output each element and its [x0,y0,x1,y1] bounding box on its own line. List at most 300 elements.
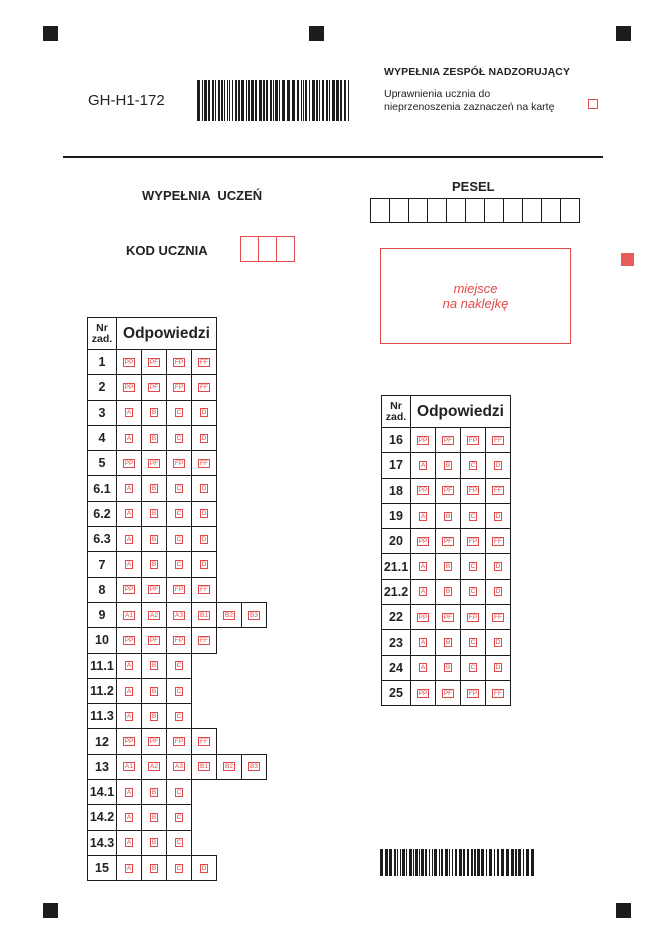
answer-cell [116,577,142,603]
answer-option-ff[interactable]: FF [200,586,208,594]
answer-option-fp[interactable]: FP [468,537,478,545]
barcode-bar [441,849,443,876]
answer-option-fp[interactable]: FP [174,586,184,594]
answer-option-pp[interactable]: PP [418,537,428,545]
answer-option-d[interactable]: D [495,563,501,571]
answer-option-ff[interactable]: FF [200,383,208,391]
pesel-digit-box[interactable] [522,198,542,223]
answer-cell [485,553,511,579]
answer-option-b[interactable]: B [151,535,157,543]
answer-option-d[interactable]: D [201,510,207,518]
question-number: 6.1 [87,475,117,501]
answer-option-b[interactable]: B [151,409,157,417]
answer-option-b1[interactable]: B1 [200,611,208,619]
answer-option-b[interactable]: B [151,434,157,442]
pesel-digit-box[interactable] [541,198,561,223]
answer-cell [485,579,511,605]
answer-cell [435,427,461,453]
answer-row [87,754,266,779]
answer-cell [485,528,511,554]
answer-option-c[interactable]: C [470,461,476,469]
answer-option-b1[interactable]: B1 [200,763,208,771]
answer-cell [191,475,217,501]
barcode-bar [273,80,274,121]
answer-option-pp[interactable]: PP [124,383,134,391]
answer-option-c[interactable]: C [176,662,182,670]
answer-option-pf[interactable]: PF [443,487,453,495]
answer-option-b[interactable]: B [151,485,157,493]
answer-option-c[interactable]: C [470,639,476,647]
question-number: 14.2 [87,804,117,830]
student-fill-label: WYPEŁNIA UCZEŃ [142,188,263,203]
barcode-bar [305,80,307,121]
barcode-bar [494,849,495,876]
barcode-bar [506,849,509,876]
supervisor-text [384,88,584,113]
registration-marker-top-left [43,26,58,41]
answer-cell [410,503,436,529]
answer-cell [141,450,167,476]
answer-option-c[interactable]: C [470,563,476,571]
answer-option-c[interactable]: C [176,712,182,720]
answer-cell [141,602,167,628]
answer-option-a3[interactable]: A3 [175,763,183,771]
barcode-bar [238,80,240,121]
answer-row [87,501,266,526]
barcode-bar [248,80,250,121]
pesel-digit-box[interactable] [560,198,580,223]
answer-option-a1[interactable]: A1 [125,763,133,771]
answer-option-pp[interactable]: PP [124,459,134,467]
barcode-bar [432,849,433,876]
pesel-input[interactable] [370,198,579,223]
barcode-bar [340,80,342,121]
barcode-bar [511,849,514,876]
header-divider [63,156,603,158]
answer-row [87,602,266,627]
answer-option-a[interactable]: A [126,712,132,720]
answer-cell [191,526,217,552]
barcode-bar [400,849,401,876]
barcode-bar [389,849,392,876]
question-number: 11.3 [87,703,117,729]
answer-option-b[interactable]: B [445,639,451,647]
answer-option-a[interactable]: A [420,461,426,469]
answer-cell [191,627,217,653]
pesel-digit-box[interactable] [408,198,428,223]
answer-option-fp[interactable]: FP [468,689,478,697]
barcode-bar [319,80,320,121]
answer-row [87,653,266,678]
answer-option-c[interactable]: C [176,434,182,442]
answer-row [381,629,510,654]
answer-option-a[interactable]: A [126,839,132,847]
answer-cell [485,452,511,478]
answer-cell [191,728,217,754]
answer-option-b[interactable]: B [151,561,157,569]
answer-option-d[interactable]: D [201,535,207,543]
pesel-digit-box[interactable] [370,198,390,223]
answer-option-b[interactable]: B [151,510,157,518]
pesel-digit-box[interactable] [503,198,523,223]
answer-cell [410,629,436,655]
answer-option-c[interactable]: C [176,687,182,695]
answer-row [87,678,266,703]
answer-option-a[interactable]: A [126,687,132,695]
barcode-bar [425,849,427,876]
answer-row [87,779,266,804]
barcode-bar [332,80,335,121]
nr-header-line2: zad. [385,410,407,423]
answer-cell [485,629,511,655]
answer-cell [166,374,192,400]
answer-option-a[interactable]: A [126,662,132,670]
answer-option-fp[interactable]: FP [174,459,184,467]
answer-option-c[interactable]: C [176,510,182,518]
answer-cell [166,450,192,476]
answer-option-pf[interactable]: PF [443,613,453,621]
answer-cell [410,579,436,605]
answer-cell [166,678,192,704]
answer-option-a[interactable]: A [126,864,132,872]
barcode-bar [235,80,237,121]
answer-row [87,728,266,753]
pesel-label: PESEL [452,179,495,194]
answer-option-pf[interactable]: PF [443,436,453,444]
answer-option-b[interactable]: B [445,588,451,596]
barcode-bar [501,849,504,876]
answer-cell [141,374,167,400]
table-header-row [87,317,266,349]
answer-cell [141,526,167,552]
answer-option-pp[interactable]: PP [418,487,428,495]
question-number: 8 [87,577,117,603]
answer-option-a2[interactable]: A2 [150,763,158,771]
answer-cell [141,577,167,603]
answer-option-a[interactable]: A [126,813,132,821]
barcode-bar [406,849,407,876]
supervisor-checkbox[interactable] [588,99,598,109]
answer-option-pf[interactable]: PF [149,586,159,594]
answer-option-a[interactable]: A [420,639,426,647]
answer-cell [116,703,142,729]
question-number: 24 [381,655,411,681]
answer-option-c[interactable]: C [470,512,476,520]
question-number: 1 [87,349,117,375]
answer-cell [141,779,167,805]
answer-cell [166,830,192,856]
answer-option-ff[interactable]: FF [200,738,208,746]
answer-option-c[interactable]: C [470,664,476,672]
question-number: 13 [87,754,117,780]
answer-option-a[interactable]: A [126,485,132,493]
barcode-bar [303,80,304,121]
barcode-bar [212,80,214,121]
pesel-digit-box[interactable] [465,198,485,223]
barcode-bar [429,849,430,876]
answer-option-b[interactable]: B [151,788,157,796]
barcode-bar [385,849,388,876]
pesel-digit-box[interactable] [389,198,409,223]
answer-cell [435,655,461,681]
barcode-bar [263,80,265,121]
answer-cell [485,680,511,706]
answer-cell [410,604,436,630]
answer-option-b[interactable]: B [151,662,157,670]
answer-cell [116,349,142,375]
answer-option-pp[interactable]: PP [418,689,428,697]
answer-option-d[interactable]: D [201,864,207,872]
barcode-bar [449,849,450,876]
answer-option-pf[interactable]: PF [149,459,159,467]
answer-option-a[interactable]: A [420,588,426,596]
answer-option-pp[interactable]: PP [124,586,134,594]
barcode-bar [419,849,420,876]
answer-option-d[interactable]: D [201,561,207,569]
answer-cell [485,655,511,681]
answer-option-a[interactable]: A [126,561,132,569]
barcode-bar [434,849,437,876]
answer-cell [460,604,486,630]
answer-cell [116,779,142,805]
answer-cell [166,779,192,805]
answer-option-a[interactable]: A [126,788,132,796]
answer-cell [141,703,167,729]
answer-option-c[interactable]: C [176,864,182,872]
answer-row [87,551,266,576]
barcode-bar [380,849,383,876]
answer-cell [410,427,436,453]
kod-char-box[interactable] [240,236,259,262]
answer-cell [141,754,167,780]
answer-option-fp[interactable]: FP [174,358,184,366]
answer-option-d[interactable]: D [495,588,501,596]
answer-cell [141,627,167,653]
answer-option-pf[interactable]: PF [149,738,159,746]
answer-table-left [87,317,266,880]
answer-cell [460,579,486,605]
question-number: 3 [87,400,117,426]
answer-row [381,604,510,629]
answer-cell [166,804,192,830]
answer-option-pf[interactable]: PF [149,358,159,366]
answer-cell [191,754,217,780]
answer-cell [141,501,167,527]
answer-cell [166,602,192,628]
answer-row [87,830,266,855]
answer-option-c[interactable]: C [176,813,182,821]
barcode-bar [477,849,480,876]
answer-option-a[interactable]: A [420,563,426,571]
barcode-bar [270,80,272,121]
question-number: 5 [87,450,117,476]
answer-option-b[interactable]: B [445,512,451,520]
question-number: 21.2 [381,579,411,605]
barcode-bar [221,80,223,121]
answer-row [87,450,266,475]
question-number: 18 [381,478,411,504]
answer-option-b2[interactable]: B2 [225,611,233,619]
answer-cell [191,425,217,451]
answer-option-d[interactable]: D [495,512,501,520]
answer-option-fp[interactable]: FP [174,738,184,746]
answer-option-b[interactable]: B [445,563,451,571]
answer-option-pf[interactable]: PF [443,689,453,697]
answer-option-ff[interactable]: FF [200,636,208,644]
answer-option-d[interactable]: D [495,639,501,647]
answer-option-fp[interactable]: FP [468,487,478,495]
answer-option-b3[interactable]: B3 [250,611,258,619]
barcode-bar [409,849,412,876]
barcode-bar [232,80,233,121]
answer-option-ff[interactable]: FF [494,689,502,697]
answer-option-a3[interactable]: A3 [175,611,183,619]
answer-row [87,425,266,450]
barcode-bar [287,80,290,121]
answer-cell [191,501,217,527]
answer-cell [166,653,192,679]
answer-option-ff[interactable]: FF [494,436,502,444]
answer-option-d[interactable]: D [495,664,501,672]
answer-option-d[interactable]: D [201,434,207,442]
answer-option-c[interactable]: C [176,788,182,796]
pesel-digit-box[interactable] [427,198,447,223]
answer-option-fp[interactable]: FP [468,436,478,444]
kod-ucznia-input[interactable] [240,236,294,262]
barcode-bar [531,849,534,876]
answer-option-pf[interactable]: PF [149,636,159,644]
answer-option-d[interactable]: D [201,485,207,493]
kod-char-box[interactable] [276,236,295,262]
answer-option-fp[interactable]: FP [468,613,478,621]
answer-option-b2[interactable]: B2 [225,763,233,771]
answer-cell [141,425,167,451]
answer-option-d[interactable]: D [495,461,501,469]
answer-cell [141,855,167,881]
answer-option-b[interactable]: B [445,664,451,672]
answer-option-pp[interactable]: PP [124,358,134,366]
answer-option-pf[interactable]: PF [149,383,159,391]
answer-cell [166,855,192,881]
answer-cell [166,501,192,527]
answer-option-a[interactable]: A [126,434,132,442]
barcode-bar [394,849,396,876]
answer-option-b3[interactable]: B3 [250,763,258,771]
answer-option-d[interactable]: D [201,409,207,417]
answer-option-ff[interactable]: FF [200,459,208,467]
answer-option-c[interactable]: C [176,839,182,847]
answer-option-ff[interactable]: FF [200,358,208,366]
question-number: 10 [87,627,117,653]
answer-cell [460,427,486,453]
answer-option-fp[interactable]: FP [174,383,184,391]
barcode-bottom [380,849,537,876]
answer-row [87,703,266,728]
answer-option-ff[interactable]: FF [494,537,502,545]
answer-option-fp[interactable]: FP [174,636,184,644]
answer-option-c[interactable]: C [176,561,182,569]
answer-option-pf[interactable]: PF [443,537,453,545]
answer-option-a1[interactable]: A1 [125,611,133,619]
answer-option-a[interactable]: A [126,510,132,518]
answer-row [381,452,510,477]
answer-option-a2[interactable]: A2 [150,611,158,619]
answer-cell [191,374,217,400]
answer-option-a[interactable]: A [126,409,132,417]
nr-header-line1: Nr [390,399,402,412]
answer-cell [410,528,436,554]
barcode-bar [336,80,339,121]
answer-option-b[interactable]: B [151,839,157,847]
answer-option-pp[interactable]: PP [418,436,428,444]
barcode-bar [397,849,398,876]
barcode-bar [224,80,225,121]
answer-cell [116,678,142,704]
answer-option-a[interactable]: A [126,535,132,543]
answer-row [87,577,266,602]
question-number: 14.3 [87,830,117,856]
answer-cell [460,528,486,554]
nr-header-text [92,323,112,345]
nr-header-line1: Nr [96,321,108,334]
pesel-digit-box[interactable] [484,198,504,223]
answer-cell [435,579,461,605]
answer-option-a[interactable]: A [420,512,426,520]
answer-cell [460,553,486,579]
answer-row [87,804,266,829]
answer-row [87,374,266,399]
barcode-bar [523,849,524,876]
answer-option-pp[interactable]: PP [124,636,134,644]
answer-cell [191,450,217,476]
answer-option-b[interactable]: B [151,813,157,821]
answer-option-c[interactable]: C [176,409,182,417]
pesel-digit-box[interactable] [446,198,466,223]
answer-cell [191,602,217,628]
kod-char-box[interactable] [258,236,277,262]
table-header-row [381,395,510,427]
answer-cell [410,553,436,579]
question-number: 7 [87,551,117,577]
answer-option-b[interactable]: B [445,461,451,469]
answer-option-pp[interactable]: PP [124,738,134,746]
barcode-bar [246,80,247,121]
barcode-bar [316,80,318,121]
barcode-bar [497,849,499,876]
answer-option-b[interactable]: B [151,687,157,695]
answer-option-c[interactable]: C [176,485,182,493]
answer-option-c[interactable]: C [176,535,182,543]
answer-option-a[interactable]: A [420,664,426,672]
barcode-bar [241,80,244,121]
barcode-bar [481,849,484,876]
answer-row [381,553,510,578]
answer-option-ff[interactable]: FF [494,487,502,495]
registration-marker-bottom-right [616,903,631,918]
answer-cell [166,728,192,754]
registration-marker-top-right [616,26,631,41]
answer-option-b[interactable]: B [151,712,157,720]
question-number: 19 [381,503,411,529]
answer-option-b[interactable]: B [151,864,157,872]
answer-row [87,627,266,652]
answer-option-c[interactable]: C [470,588,476,596]
barcode-bar [292,80,295,121]
answer-option-ff[interactable]: FF [494,613,502,621]
question-number: 12 [87,728,117,754]
answer-cell [116,627,142,653]
answer-option-pp[interactable]: PP [418,613,428,621]
